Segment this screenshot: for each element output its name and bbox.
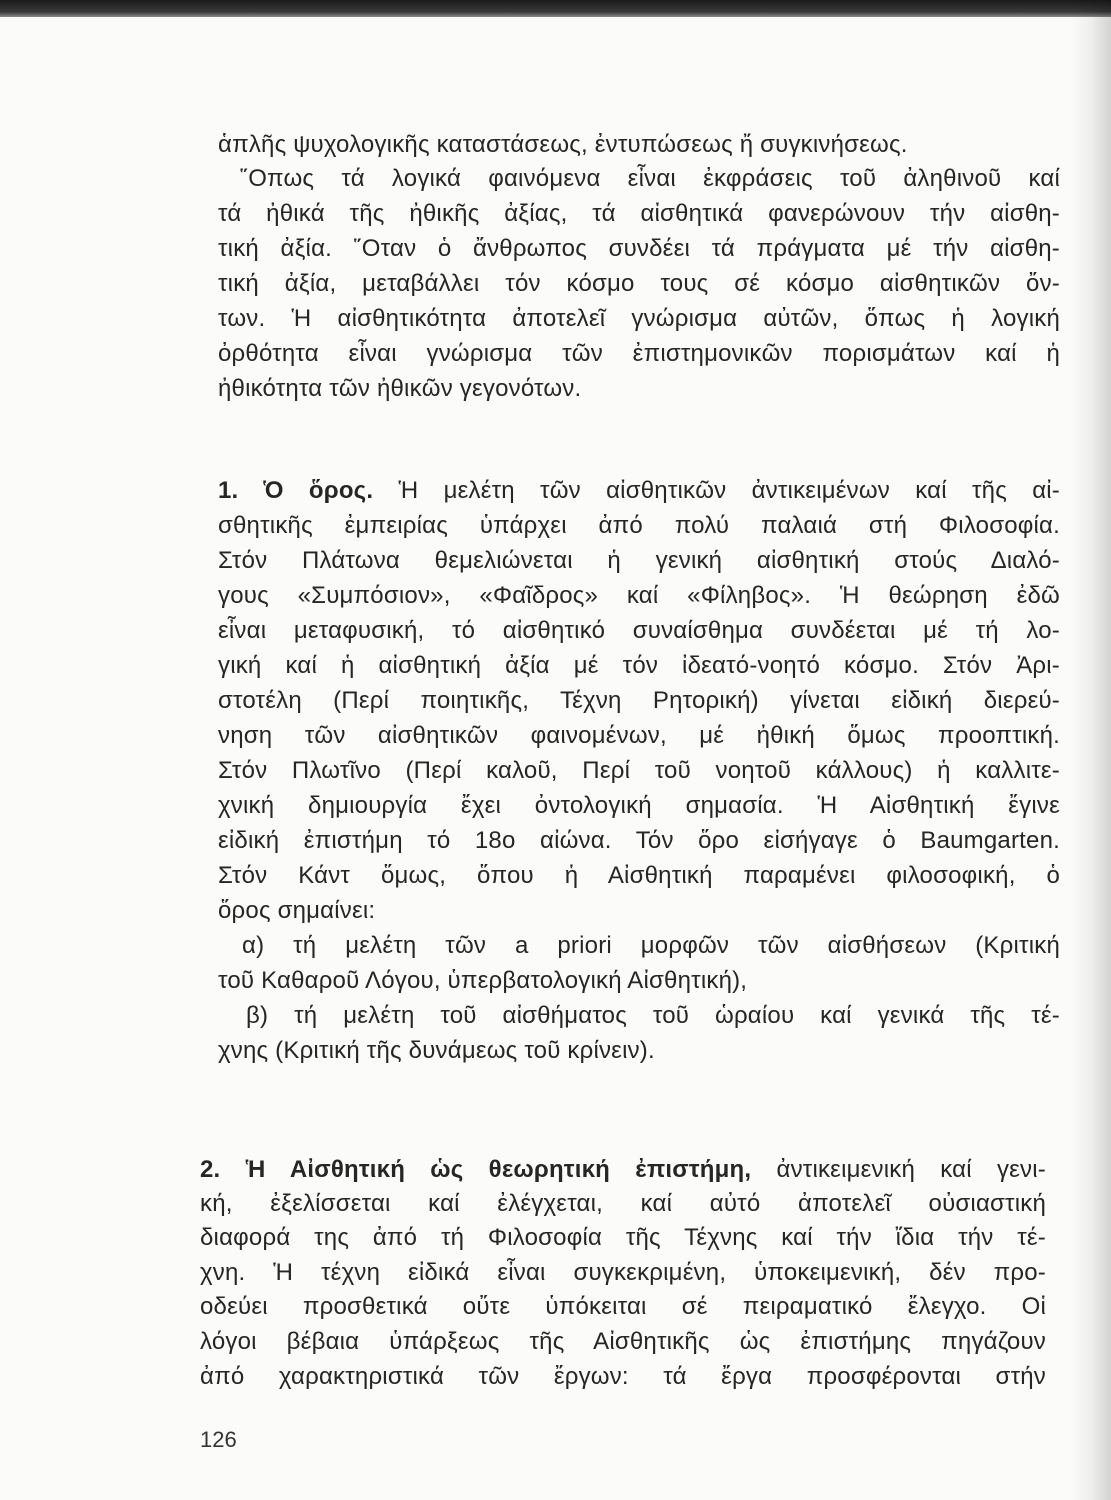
- intro-line-4: τική ἀξία. ῞Οταν ὁ ἄνθρωπος συνδέει τά πράγματα μέ τήν αἰσθη-: [218, 235, 1060, 262]
- intro-line-5: τική ἀξία, μεταβάλλει τόν κόσμο τους σέ κόσμο αἰσθητικῶν ὄν-: [218, 270, 1060, 297]
- section1-item-b: β) τή μελέτη τοῦ αἰσθήματος τοῦ ὡραίου καί γενικά τῆς τέ-: [246, 1002, 1060, 1029]
- section1-line: εἰδική ἐπιστήμη τό 18ο αἰώνα. Τόν ὅρο εἰσήγαγε ὁ Baumgarten.: [218, 827, 1060, 854]
- intro-line-8: ἠθικότητα τῶν ἠθικῶν γεγονότων.: [218, 375, 582, 402]
- section1-line: εἶναι μεταφυσική, τό αἰσθητικό συναίσθημα συνδέεται μέ τή λο-: [218, 617, 1060, 644]
- section1-line: νηση τῶν αἰσθητικῶν φαινομένων, μέ ἠθική ὅμως προοπτική.: [218, 722, 1060, 749]
- section1-line: γους «Συμπόσιον», «Φαῖδρος» καί «Φίληβος». Ἡ θεώρηση ἐδῶ: [218, 582, 1060, 609]
- section1-item-a: α) τή μελέτη τῶν a priori μορφῶν τῶν αἰσθήσεων (Κριτική: [242, 932, 1060, 959]
- section1-line: γική καί ἡ αἰσθητική ἀξία μέ τόν ἰδεατό-νοητό κόσμο. Στόν Ἀρι-: [218, 652, 1060, 679]
- section1-first-line-text: Ἡ μελέτη τῶν αἰσθητικῶν ἀντικειμένων καί τῆς αἰ-: [398, 477, 1060, 504]
- intro-line-7: ὀρθότητα εἶναι γνώρισμα τῶν ἐπιστημονικῶν πορισμάτων καί ἡ: [218, 340, 1060, 367]
- spine-shadow: [1071, 0, 1111, 1500]
- intro-line-1: ἁπλῆς ψυχολογικῆς καταστάσεως, ἐντυπώσεως ἤ συγκινήσεως.: [218, 131, 908, 158]
- page-number: 126: [200, 1427, 237, 1452]
- section2-first-line: [200, 1153, 1046, 1187]
- section2-line: διαφορά της ἀπό τή Φιλοσοφία τῆς Τέχνης καί τήν ἴδια τήν τέ-: [200, 1224, 1046, 1251]
- section2-heading: 2. Ἡ Αἰσθητική ὡς θεωρητική ἐπιστήμη,: [200, 1156, 752, 1183]
- section1-line: χνική δημιουργία ἔχει ὀντολογική σημασία. Ἡ Αἰσθητική ἔγινε: [218, 792, 1060, 819]
- section1-line: στοτέλη (Περί ποιητικῆς, Τέχνη Ρητορική) γίνεται εἰδική διερεύ-: [218, 687, 1060, 714]
- section2-line: οδεύει προσθετικά οὔτε ὑπόκειται σέ πειραματικό ἔλεγχο. Οἱ: [200, 1293, 1046, 1320]
- section1-line: Στόν Πλωτῖνο (Περί καλοῦ, Περί τοῦ νοητοῦ κάλλους) ἡ καλλιτε-: [218, 757, 1060, 784]
- section1-line: Στόν Πλάτωνα θεμελιώνεται ἡ γενική αἰσθητική στούς Διαλό-: [218, 547, 1060, 574]
- intro-line-3: τά ἠθικά τῆς ἠθικῆς ἀξίας, τά αἰσθητικά φανερώνουν τήν αἰσθη-: [218, 200, 1060, 227]
- section2-line: λόγοι βέβαια ὑπάρξεως τῆς Αἰσθητικῆς ὡς ἐπιστήμης πηγάζουν: [200, 1328, 1046, 1355]
- intro-line-6: των. Ἡ αἰσθητικότητα ἀποτελεῖ γνώρισμα αὐτῶν, ὅπως ἡ λογική: [218, 305, 1060, 332]
- section1-first-line: [218, 474, 1060, 508]
- scan-top-edge: [0, 0, 1111, 17]
- section1-line: ὅρος σημαίνει:: [218, 897, 376, 924]
- section2-line: ἀπό χαρακτηριστικά τῶν ἔργων: τά ἔργα προσφέρονται στήν: [200, 1363, 1046, 1390]
- section1-line: σθητικῆς ἐμπειρίας ὑπάρχει ἀπό πολύ παλαιά στή Φιλοσοφία.: [218, 512, 1060, 539]
- section2-line: χνη. Ἡ τέχνη εἰδικά εἶναι συγκεκριμένη, ὑποκειμενική, δέν προ-: [200, 1259, 1046, 1286]
- section1-item-b-cont: χνης (Κριτική τῆς δυνάμεως τοῦ κρίνειν).: [218, 1037, 655, 1064]
- section1-item-a-cont: τοῦ Καθαροῦ Λόγου, ὑπερβατολογική Αἰσθητική),: [218, 967, 748, 994]
- section2-line: κή, ἐξελίσσεται καί ἐλέγχεται, καί αὐτό ἀποτελεῖ οὐσιαστική: [200, 1190, 1046, 1217]
- section1-line: Στόν Κάντ ὅμως, ὅπου ἡ Αἰσθητική παραμένει φιλοσοφική, ὁ: [218, 862, 1060, 889]
- intro-line-2: ῞Οπως τά λογικά φαινόμενα εἶναι ἐκφράσεις τοῦ ἀληθινοῦ καί: [240, 165, 1060, 192]
- section1-heading: 1. Ὁ ὅρος.: [218, 477, 374, 504]
- section2-first-line-text: ἀντικειμενική καί γενι-: [776, 1156, 1046, 1183]
